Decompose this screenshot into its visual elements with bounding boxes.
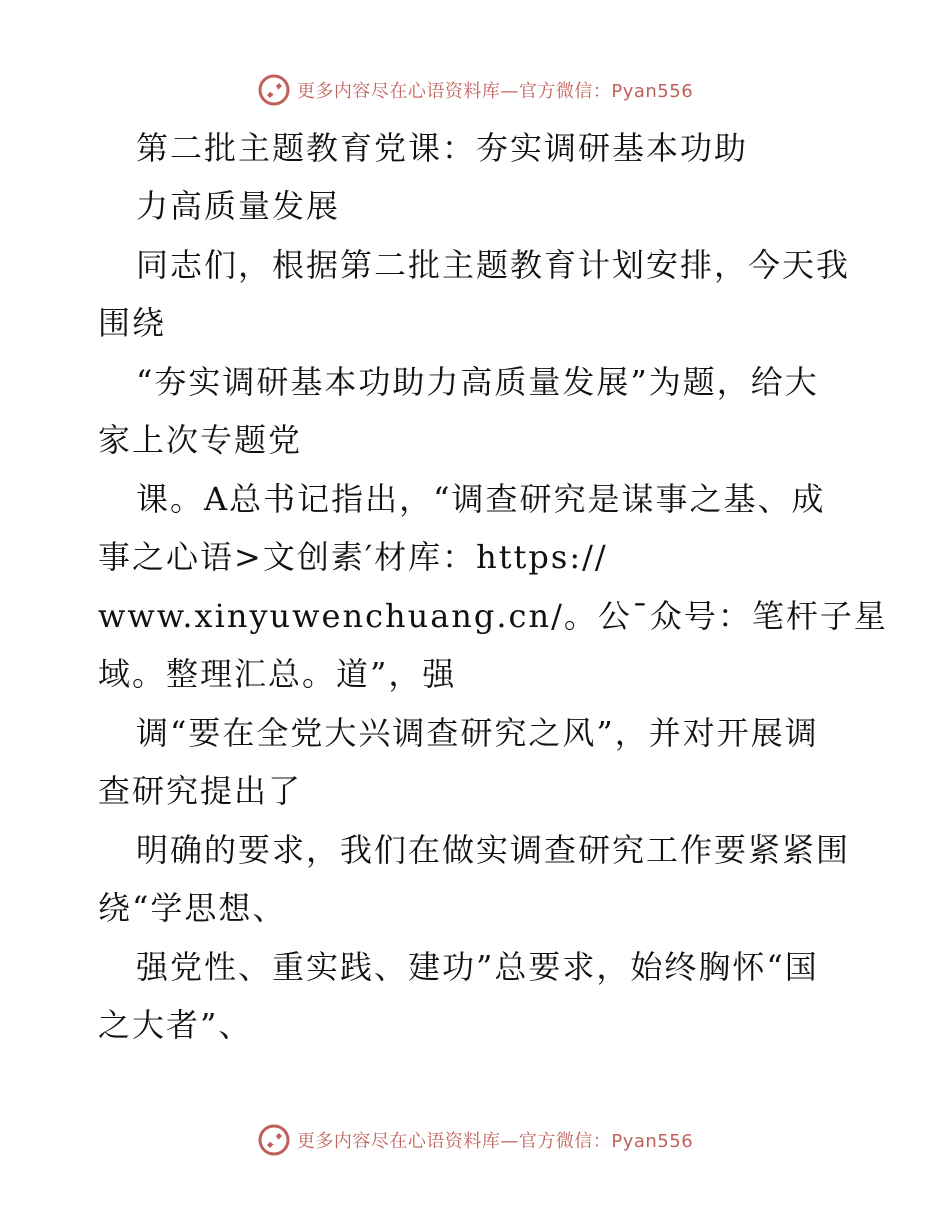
paragraph-line: 绕“学思想、 — [98, 889, 287, 927]
paragraph-line: www.xinyuwenchuang.cn/。公¯众号：笔杆子星 — [98, 597, 888, 635]
banner-text: 更多内容尽在心语资料库—官方微信：Pyan556 — [296, 1131, 694, 1152]
paragraph-line: “夯实调研基本功助力高质量发展”为题，给大 — [136, 363, 819, 401]
banner-text: 更多内容尽在心语资料库—官方微信：Pyan556 — [296, 81, 694, 102]
paragraph-line: 同志们，根据第二批主题教育计划安排，今天我 — [136, 246, 851, 284]
paragraph-line: 查研究提出了 — [98, 772, 303, 810]
footer-banner — [0, 1120, 950, 1160]
header-banner — [0, 70, 950, 110]
document-title-line-2: 力高质量发展 — [136, 187, 341, 225]
paragraph-line: 事之心语>文创素′材库：https:// — [98, 538, 608, 576]
paragraph-line: 域。整理汇总。道”，强 — [98, 655, 457, 693]
paragraph-line: 调“要在全党大兴调查研究之风”，并对开展调 — [136, 714, 819, 752]
paragraph-line: 之大者”、 — [98, 1006, 253, 1044]
document-title-line-1: 第二批主题教育党课：夯实调研基本功助 — [136, 129, 749, 167]
paragraph-line: 围绕 — [98, 304, 167, 342]
paragraph-line: 课。A总书记指出，“调查研究是谋事之基、成 — [136, 480, 826, 518]
paragraph-line: 家上次专题党 — [98, 421, 303, 459]
brand-logo-icon — [257, 73, 291, 107]
paragraph-line: 强党性、重实践、建功”总要求，始终胸怀“国 — [136, 948, 819, 986]
paragraph-line: 明确的要求，我们在做实调查研究工作要紧紧围 — [136, 831, 851, 869]
brand-logo-icon — [257, 1123, 291, 1157]
